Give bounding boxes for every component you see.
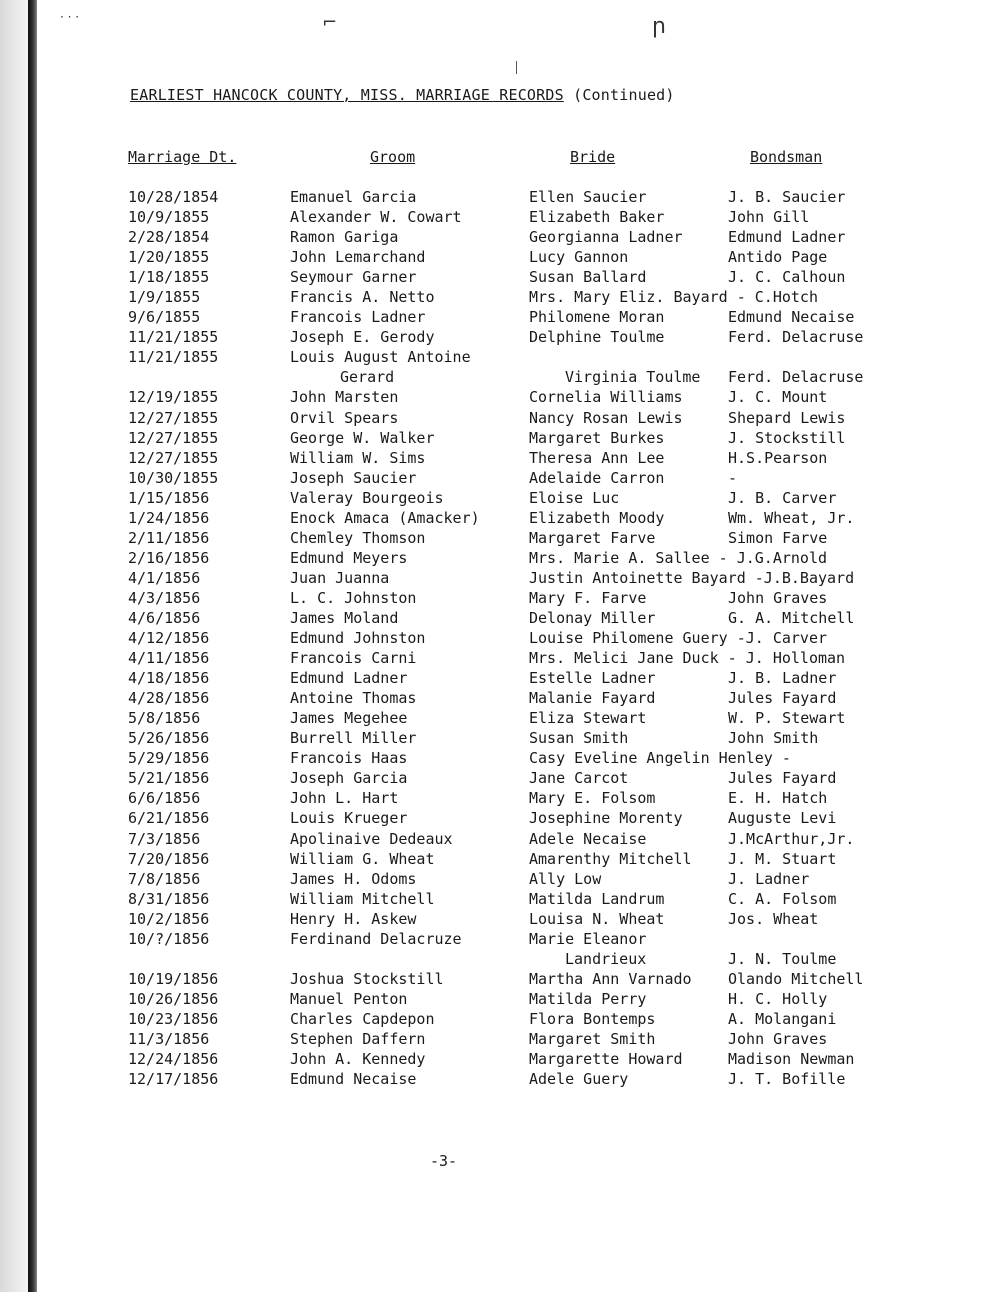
table-row bbox=[0, 589, 992, 609]
marriage-date-cell: 5/8/1856 bbox=[128, 709, 201, 728]
groom-cell: James H. Odoms bbox=[290, 869, 417, 888]
bondsman-cell: Wm. Wheat, Jr. bbox=[728, 508, 855, 527]
table-row bbox=[0, 890, 992, 910]
table-row bbox=[0, 388, 992, 408]
bondsman-cell: J. B. Saucier bbox=[728, 188, 846, 206]
bride-cell: Adelaide Carron bbox=[529, 468, 665, 487]
table-row bbox=[0, 308, 992, 328]
bondsman-cell: Jules Fayard bbox=[728, 769, 837, 788]
marriage-date-cell: 2/11/1856 bbox=[128, 528, 210, 547]
bride-cell: Cornelia Williams bbox=[529, 388, 683, 407]
bride-cell: Mrs. Mary Eliz. Bayard - C.Hotch bbox=[529, 288, 818, 307]
bride-cell: Marie Eleanor bbox=[529, 929, 647, 948]
bondsman-cell: - bbox=[728, 468, 738, 487]
marriage-date-cell: 11/3/1856 bbox=[128, 1029, 210, 1048]
marriage-date-cell: 10/26/1856 bbox=[128, 989, 219, 1008]
marriage-date-cell: 1/24/1856 bbox=[128, 508, 210, 527]
groom-cell: William Mitchell bbox=[290, 889, 435, 908]
table-row bbox=[0, 1030, 992, 1050]
table-row bbox=[0, 569, 992, 589]
marriage-date-cell: 12/27/1855 bbox=[128, 408, 219, 427]
table-row bbox=[0, 1050, 992, 1070]
column-header-bride: Bride bbox=[570, 148, 616, 166]
groom-cell: Francois Haas bbox=[290, 749, 408, 768]
stray-mark bbox=[516, 61, 517, 74]
marriage-date-cell: 9/6/1855 bbox=[128, 308, 201, 327]
groom-cell: Charles Capdepon bbox=[290, 1009, 435, 1028]
bride-cell: Estelle Ladner bbox=[529, 669, 656, 688]
marriage-date-cell: 1/15/1856 bbox=[128, 488, 210, 507]
marriage-date-cell: 11/21/1855 bbox=[128, 328, 219, 347]
table-row bbox=[0, 208, 992, 228]
bride-cell: Amarenthy Mitchell bbox=[529, 849, 692, 868]
bride-cell: Adele Necaise bbox=[529, 829, 647, 848]
bondsman-cell: J.McArthur,Jr. bbox=[728, 829, 855, 848]
bondsman-cell: Simon Farve bbox=[728, 528, 828, 547]
marriage-date-cell: 4/6/1856 bbox=[128, 608, 201, 627]
title-main: EARLIEST HANCOCK COUNTY, MISS. MARRIAGE RECORDS bbox=[130, 86, 564, 104]
groom-cell: John Marsten bbox=[290, 388, 399, 407]
title-suffix: (Continued) bbox=[573, 86, 675, 104]
bride-cell: Justin Antoinette Bayard -J.B.Bayard bbox=[529, 568, 855, 587]
bride-cell: Eliza Stewart bbox=[529, 709, 647, 728]
marriage-date-cell: 6/6/1856 bbox=[128, 789, 201, 808]
bride-cell: Mrs. Marie A. Sallee - J.G.Arnold bbox=[529, 548, 828, 567]
groom-cell: James Megehee bbox=[290, 709, 408, 728]
marriage-date-cell: 1/9/1855 bbox=[128, 288, 201, 307]
table-row bbox=[0, 1010, 992, 1030]
groom-cell: Emanuel Garcia bbox=[290, 188, 417, 206]
bride-cell: Flora Bontemps bbox=[529, 1009, 656, 1028]
marriage-date-cell: 10/19/1856 bbox=[128, 969, 219, 988]
bride-cell: Margaret Farve bbox=[529, 528, 656, 547]
bondsman-cell: Madison Newman bbox=[728, 1050, 855, 1069]
table-row bbox=[0, 288, 992, 308]
table-row bbox=[0, 689, 992, 709]
bride-cell: Martha Ann Varnado bbox=[529, 969, 692, 988]
table-row bbox=[0, 1070, 992, 1090]
table-row bbox=[0, 348, 992, 388]
table-row bbox=[0, 830, 992, 850]
bondsman-cell: H.S.Pearson bbox=[728, 448, 828, 467]
groom-cell: Joshua Stockstill bbox=[290, 969, 444, 988]
bride-cell: Mary E. Folsom bbox=[529, 789, 656, 808]
table-row bbox=[0, 469, 992, 489]
bride-cell: Mrs. Melici Jane Duck - J. Holloman bbox=[529, 649, 846, 668]
groom-cell: Francois Ladner bbox=[290, 308, 426, 327]
marriage-date-cell: 4/28/1856 bbox=[128, 689, 210, 708]
bondsman-cell: Jos. Wheat bbox=[728, 909, 819, 928]
marriage-date-cell: 2/28/1854 bbox=[128, 228, 210, 247]
marriage-date-cell: 7/3/1856 bbox=[128, 829, 201, 848]
bride-cell: Delphine Toulme bbox=[529, 328, 665, 347]
table-row bbox=[0, 509, 992, 529]
bride-cell: Margaret Smith bbox=[529, 1029, 656, 1048]
bondsman-cell: J. M. Stuart bbox=[728, 849, 837, 868]
groom-cell: L. C. Johnston bbox=[290, 588, 417, 607]
table-row bbox=[0, 188, 992, 208]
bondsman-cell: Ferd. Delacruse bbox=[728, 328, 864, 347]
table-row bbox=[0, 990, 992, 1010]
marriage-date-cell: 10/23/1856 bbox=[128, 1009, 219, 1028]
marriage-date-cell: 12/27/1855 bbox=[128, 428, 219, 447]
marriage-date-cell: 12/17/1856 bbox=[128, 1070, 219, 1089]
marriage-date-cell: 4/12/1856 bbox=[128, 629, 210, 648]
groom-cell: William W. Sims bbox=[290, 448, 426, 467]
table-row bbox=[0, 669, 992, 689]
marriage-date-cell: 10/28/1854 bbox=[128, 188, 219, 206]
column-header-date: Marriage Dt. bbox=[128, 148, 237, 166]
bondsman-cell: J. Ladner bbox=[728, 869, 810, 888]
marriage-date-cell: 12/24/1856 bbox=[128, 1050, 219, 1069]
table-row bbox=[0, 910, 992, 930]
bride-cell: Philomene Moran bbox=[529, 308, 665, 327]
stray-mark: · · · bbox=[60, 10, 80, 24]
bondsman-cell: J. C. Calhoun bbox=[728, 268, 846, 287]
bondsman-cell: Shepard Lewis bbox=[728, 408, 846, 427]
column-header-groom: Groom bbox=[370, 148, 416, 166]
groom-cell-continued: Gerard bbox=[340, 368, 395, 387]
bondsman-cell: John Graves bbox=[728, 1029, 828, 1048]
table-row bbox=[0, 970, 992, 990]
bondsman-cell: H. C. Holly bbox=[728, 989, 828, 1008]
marriage-date-cell: 4/1/1856 bbox=[128, 568, 201, 587]
bondsman-cell: John Gill bbox=[728, 208, 810, 227]
bride-cell: Casy Eveline Angelin Henley - bbox=[529, 749, 791, 768]
groom-cell: Joseph Saucier bbox=[290, 468, 417, 487]
groom-cell: John Lemarchand bbox=[290, 248, 426, 267]
column-header-bondsman: Bondsman bbox=[750, 148, 823, 166]
marriage-date-cell: 10/9/1855 bbox=[128, 208, 210, 227]
groom-cell: Stephen Daffern bbox=[290, 1029, 426, 1048]
table-row bbox=[0, 529, 992, 549]
bondsman-cell: J. C. Mount bbox=[728, 388, 828, 407]
bride-cell: Georgianna Ladner bbox=[529, 228, 683, 247]
bondsman-cell: J. Stockstill bbox=[728, 428, 846, 447]
bride-cell: Margarette Howard bbox=[529, 1050, 683, 1069]
bondsman-cell: Olando Mitchell bbox=[728, 969, 864, 988]
bride-cell: Matilda Perry bbox=[529, 989, 647, 1008]
marriage-date-cell: 4/3/1856 bbox=[128, 588, 201, 607]
groom-cell: Edmund Meyers bbox=[290, 548, 408, 567]
table-row bbox=[0, 649, 992, 669]
marriage-date-cell: 7/20/1856 bbox=[128, 849, 210, 868]
groom-cell: John L. Hart bbox=[290, 789, 399, 808]
bride-cell-continued: Landrieux bbox=[565, 949, 647, 968]
groom-cell: Apolinaive Dedeaux bbox=[290, 829, 453, 848]
table-row bbox=[0, 729, 992, 749]
table-row bbox=[0, 870, 992, 890]
table-row bbox=[0, 328, 992, 348]
bride-cell: Louisa N. Wheat bbox=[529, 909, 665, 928]
bondsman-cell: Auguste Levi bbox=[728, 809, 837, 828]
table-row bbox=[0, 930, 992, 970]
groom-cell: Seymour Garner bbox=[290, 268, 417, 287]
marriage-date-cell: 1/18/1855 bbox=[128, 268, 210, 287]
bride-cell: Elizabeth Baker bbox=[529, 208, 665, 227]
bride-cell: Nancy Rosan Lewis bbox=[529, 408, 683, 427]
table-row bbox=[0, 709, 992, 729]
bride-cell: Ellen Saucier bbox=[529, 188, 647, 206]
groom-cell: Edmund Necaise bbox=[290, 1070, 417, 1089]
table-row bbox=[0, 489, 992, 509]
marriage-date-cell: 8/31/1856 bbox=[128, 889, 210, 908]
bride-cell: Jane Carcot bbox=[529, 769, 629, 788]
groom-cell: Antoine Thomas bbox=[290, 689, 417, 708]
marriage-date-cell: 7/8/1856 bbox=[128, 869, 201, 888]
bondsman-cell: Edmund Ladner bbox=[728, 228, 846, 247]
groom-cell: Francis A. Netto bbox=[290, 288, 435, 307]
table-row bbox=[0, 769, 992, 789]
bondsman-cell: John Graves bbox=[728, 588, 828, 607]
bride-cell: Adele Guery bbox=[529, 1070, 629, 1089]
groom-cell: Joseph Garcia bbox=[290, 769, 408, 788]
marriage-date-cell: 12/27/1855 bbox=[128, 448, 219, 467]
bride-cell: Mary F. Farve bbox=[529, 588, 647, 607]
table-row bbox=[0, 549, 992, 569]
table-row bbox=[0, 749, 992, 769]
table-row bbox=[0, 629, 992, 649]
groom-cell: Edmund Johnston bbox=[290, 629, 426, 648]
bride-cell: Susan Ballard bbox=[529, 268, 647, 287]
page-title bbox=[130, 86, 675, 104]
marriage-date-cell: 6/21/1856 bbox=[128, 809, 210, 828]
marriage-date-cell: 11/21/1855 bbox=[128, 348, 219, 367]
table-row bbox=[0, 429, 992, 449]
groom-cell: Alexander W. Cowart bbox=[290, 208, 462, 227]
bondsman-cell: J. T. Bofille bbox=[728, 1070, 846, 1089]
stray-mark: ր bbox=[652, 14, 666, 39]
groom-cell: Chemley Thomson bbox=[290, 528, 426, 547]
groom-cell: Valeray Bourgeois bbox=[290, 488, 444, 507]
table-row bbox=[0, 609, 992, 629]
table-row bbox=[0, 789, 992, 809]
bondsman-cell: Antido Page bbox=[728, 248, 828, 267]
marriage-date-cell: 2/16/1856 bbox=[128, 548, 210, 567]
groom-cell: Ramon Gariga bbox=[290, 228, 399, 247]
bride-cell: Ally Low bbox=[529, 869, 602, 888]
marriage-date-cell: 10/30/1855 bbox=[128, 468, 219, 487]
bondsman-cell: C. A. Folsom bbox=[728, 889, 837, 908]
bride-cell: Delonay Miller bbox=[529, 608, 656, 627]
groom-cell: Burrell Miller bbox=[290, 729, 417, 748]
page-number: -3- bbox=[430, 1152, 458, 1170]
marriage-date-cell: 5/29/1856 bbox=[128, 749, 210, 768]
marriage-date-cell: 5/21/1856 bbox=[128, 769, 210, 788]
groom-cell: William G. Wheat bbox=[290, 849, 435, 868]
groom-cell: Orvil Spears bbox=[290, 408, 399, 427]
groom-cell: James Moland bbox=[290, 608, 399, 627]
groom-cell: Joseph E. Gerody bbox=[290, 328, 435, 347]
groom-cell: George W. Walker bbox=[290, 428, 435, 447]
bondsman-cell: W. P. Stewart bbox=[728, 709, 846, 728]
marriage-date-cell: 10/?/1856 bbox=[128, 929, 210, 948]
bride-cell: Theresa Ann Lee bbox=[529, 448, 665, 467]
table-row bbox=[0, 449, 992, 469]
table-row bbox=[0, 809, 992, 829]
records-table bbox=[0, 188, 992, 1090]
marriage-date-cell: 12/19/1855 bbox=[128, 388, 219, 407]
bride-cell: Josephine Morenty bbox=[529, 809, 683, 828]
groom-cell: Louis August Antoine bbox=[290, 348, 471, 367]
groom-cell: Francois Carni bbox=[290, 649, 417, 668]
bride-cell: Susan Smith bbox=[529, 729, 629, 748]
bondsman-cell-continued: Ferd. Delacruse bbox=[728, 368, 864, 387]
bride-cell-continued: Virginia Toulme bbox=[565, 368, 701, 387]
bondsman-cell: Jules Fayard bbox=[728, 689, 837, 708]
groom-cell: Ferdinand Delacruze bbox=[290, 929, 462, 948]
marriage-date-cell: 5/26/1856 bbox=[128, 729, 210, 748]
bride-cell: Lucy Gannon bbox=[529, 248, 629, 267]
bondsman-cell-continued: J. N. Toulme bbox=[728, 949, 837, 968]
bondsman-cell: Edmund Necaise bbox=[728, 308, 855, 327]
table-row bbox=[0, 228, 992, 248]
groom-cell: Louis Krueger bbox=[290, 809, 408, 828]
bride-cell: Matilda Landrum bbox=[529, 889, 665, 908]
bondsman-cell: E. H. Hatch bbox=[728, 789, 828, 808]
marriage-date-cell: 4/11/1856 bbox=[128, 649, 210, 668]
bondsman-cell: J. B. Carver bbox=[728, 488, 837, 507]
groom-cell: Enock Amaca (Amacker) bbox=[290, 508, 480, 527]
stray-mark: ⌐ bbox=[322, 12, 338, 33]
bride-cell: Eloise Luc bbox=[529, 488, 620, 507]
bride-cell: Louise Philomene Guery -J. Carver bbox=[529, 629, 828, 648]
bondsman-cell: G. A. Mitchell bbox=[728, 608, 855, 627]
bondsman-cell: J. B. Ladner bbox=[728, 669, 837, 688]
table-row bbox=[0, 850, 992, 870]
bride-cell: Margaret Burkes bbox=[529, 428, 665, 447]
marriage-date-cell: 4/18/1856 bbox=[128, 669, 210, 688]
bondsman-cell: John Smith bbox=[728, 729, 819, 748]
groom-cell: John A. Kennedy bbox=[290, 1050, 426, 1069]
marriage-date-cell: 10/2/1856 bbox=[128, 909, 210, 928]
bondsman-cell: A. Molangani bbox=[728, 1009, 837, 1028]
groom-cell: Juan Juanna bbox=[290, 568, 390, 587]
table-row bbox=[0, 268, 992, 288]
groom-cell: Edmund Ladner bbox=[290, 669, 408, 688]
marriage-date-cell: 1/20/1855 bbox=[128, 248, 210, 267]
bride-cell: Elizabeth Moody bbox=[529, 508, 665, 527]
groom-cell: Manuel Penton bbox=[290, 989, 408, 1008]
table-row bbox=[0, 409, 992, 429]
bride-cell: Malanie Fayard bbox=[529, 689, 656, 708]
table-row bbox=[0, 248, 992, 268]
groom-cell: Henry H. Askew bbox=[290, 909, 417, 928]
